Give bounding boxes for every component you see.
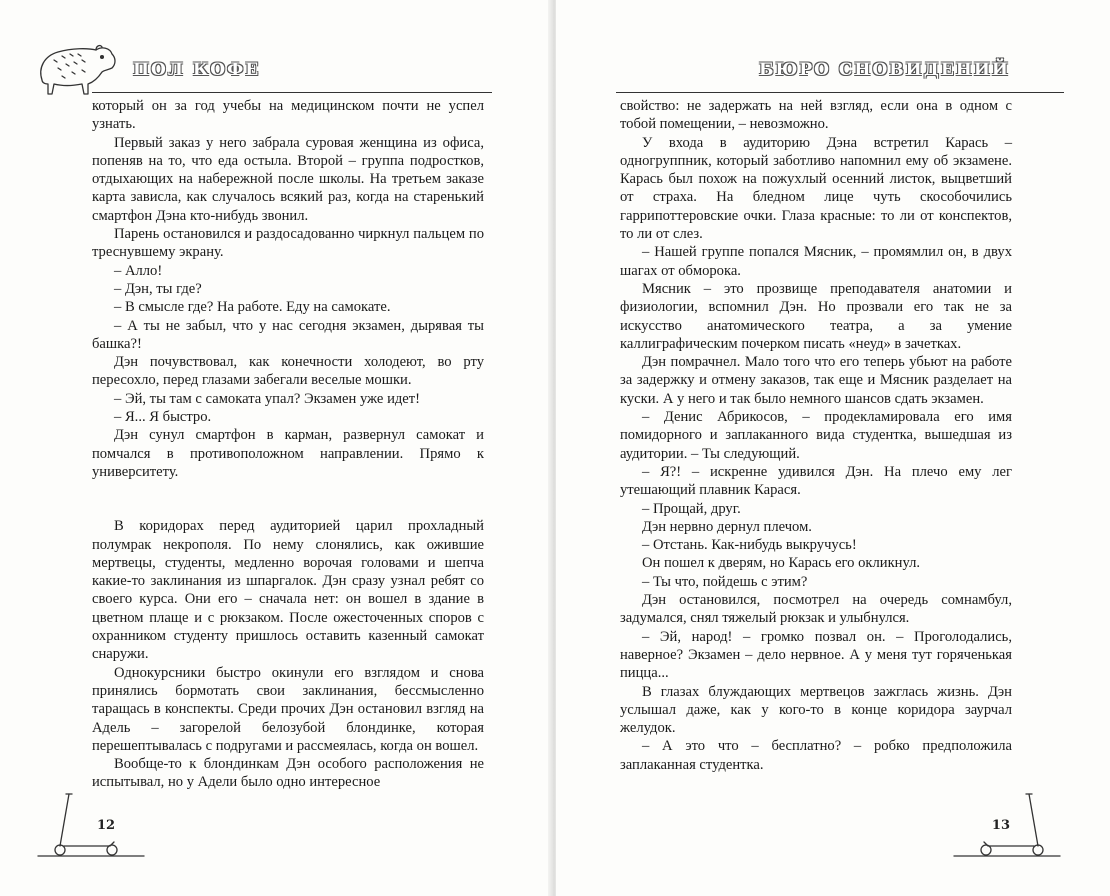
paragraph: Дэн нервно дернул плечом.: [642, 518, 812, 535]
dialogue-line: – Денис Абрикосов, – продекламировала его имя помидорного и заплаканного вида студентка, вышедшая из аудитории. – Ты следующий.: [620, 409, 1012, 462]
paragraph: Однокурсники быстро окинули его взглядом и снова принялись бормотать свои заклинания, бессмысленно таращась в конспекты. Среди прочих Дэн остановил взгляд на Адель – загорелой белозубой блондинке, которая перешептывалась с подругами и рассмеялась, когда он вошел.: [92, 664, 484, 754]
paragraph: Дэн остановился, посмотрел на очередь сомнамбул, задумался, снял тяжелый рюкзак и улыбнулся.: [620, 592, 1012, 627]
scooter-icon: [952, 788, 1062, 860]
right-page: [556, 0, 1110, 896]
dialogue-line: – Я... Я быстро.: [114, 409, 212, 426]
paragraph: Дэн почувствовал, как конечности холодеют, во рту пересохло, перед глазами забегали веселые мошки.: [92, 354, 484, 389]
paragraph: который он за год учебы на медицинском почти не успел узнать.: [92, 98, 484, 133]
paragraph: Мясник – это прозвище преподавателя анатомии и физиологии, вспомнил Дэн. Но прозвали его так не за искусство анатомического театра, а за умение каллиграфическим почерком писать «неуд» в зачетках.: [620, 280, 1012, 352]
paragraph: Вообще-то к блондинкам Дэн особого расположения не испытывал, но у Адели было одно интересное: [92, 756, 484, 791]
running-header: БЮРО СНОВИДЕНИЙ: [758, 60, 1010, 80]
header-rule: [616, 92, 1064, 93]
paragraph: Первый заказ у него забрала суровая женщина из офиса, попеняв на то, что еда остыла. Второй – группа подростков, отдыхающих на набережной после школы. На третьем заказе карта зависла, как случалось всякий раз, когда на старенький смартфон Дэна кто-нибудь звонил.: [92, 134, 484, 224]
paragraph: У входа в аудиторию Дэна встретил Карась – одногруппник, который заботливо напомнил ему об экзамене. Карась был похож на пожухлый осенний листок, выцветший от страха. На бледном лице чуть скособочились гаррипоттеровские очки. Глаза красные: то ли от конспектов, то ли от слез.: [620, 134, 1012, 243]
dialogue-line: – В смысле где? На работе. Еду на самокате.: [114, 299, 391, 316]
page-number: 12: [97, 818, 116, 833]
dialogue-line: – Нашей группе попался Мясник, – промямлил он, в двух шагах от обморока.: [620, 244, 1012, 279]
dialogue-line: – Прощай, друг.: [642, 500, 741, 517]
scooter-icon: [36, 788, 146, 860]
dialogue-line: – Ты что, пойдешь с этим?: [642, 573, 808, 590]
dialogue-line: – А это что – бесплатно? – робко предположила заплаканная студентка.: [620, 738, 1012, 773]
paragraph: Он пошел к дверям, но Карась его окликнул.: [642, 555, 921, 572]
left-page: [0, 0, 552, 896]
header-rule: [92, 92, 492, 93]
dialogue-line: – А ты не забыл, что у нас сегодня экзамен, дырявая ты башка?!: [92, 317, 484, 352]
paragraph: Дэн помрачнел. Мало того что его теперь убьют на работе за задержку и отмену заказов, так еще и Мясник разделает на куски. А у него и так было немного шансов сдать экзамен.: [620, 354, 1012, 407]
body-text: [620, 97, 1012, 774]
paragraph: Дэн сунул смартфон в карман, развернул самокат и помчался в противоположном направлении. Прямо к университету.: [92, 427, 484, 480]
paragraph: Парень остановился и раздосадованно чиркнул пальцем по треснувшему экрану.: [92, 226, 484, 261]
paragraph: В коридорах перед аудиторией царил прохладный полумрак некрополя. По нему слонялись, как ожившие мертвецы, студенты, медленно ворочая головами и шепча какие-то заклинания из шпаргалок. Дэн сразу узнал ребят со своего курса. Они его – сначала нет: он вошел в здание в цветном плаще и с рюкзаком. После ожесточенных споров с охранником студенту пришлось оставить казенный самокат снаружи.: [92, 518, 484, 663]
dialogue-line: – Эй, народ! – громко позвал он. – Проголодались, наверное? Экзамен – дело нервное. А у меня тут горяченькая пицца...: [620, 628, 1012, 682]
paragraph: В глазах блуждающих мертвецов зажглась жизнь. Дэн услышал даже, как у кого-то в конце коридора заурчал желудок.: [620, 683, 1012, 737]
page-number: 13: [991, 818, 1010, 833]
dialogue-line: – Я?! – искренне удивился Дэн. На плечо ему лег утешающий плавник Карася.: [620, 463, 1012, 499]
running-header: ПОЛ КОФЕ: [133, 60, 261, 80]
dialogue-line: – Эй, ты там с самоката упал? Экзамен уже идет!: [114, 390, 421, 407]
dialogue-line: – Дэн, ты где?: [114, 280, 202, 297]
dialogue-line: – Отстань. Как-нибудь выкручусь!: [642, 537, 857, 554]
body-text: [92, 97, 484, 792]
paragraph: свойство: не задержать на ней взгляд, если она в одном с тобой помещении, – невозможно.: [620, 98, 1012, 133]
dialogue-line: – Алло!: [114, 262, 163, 279]
